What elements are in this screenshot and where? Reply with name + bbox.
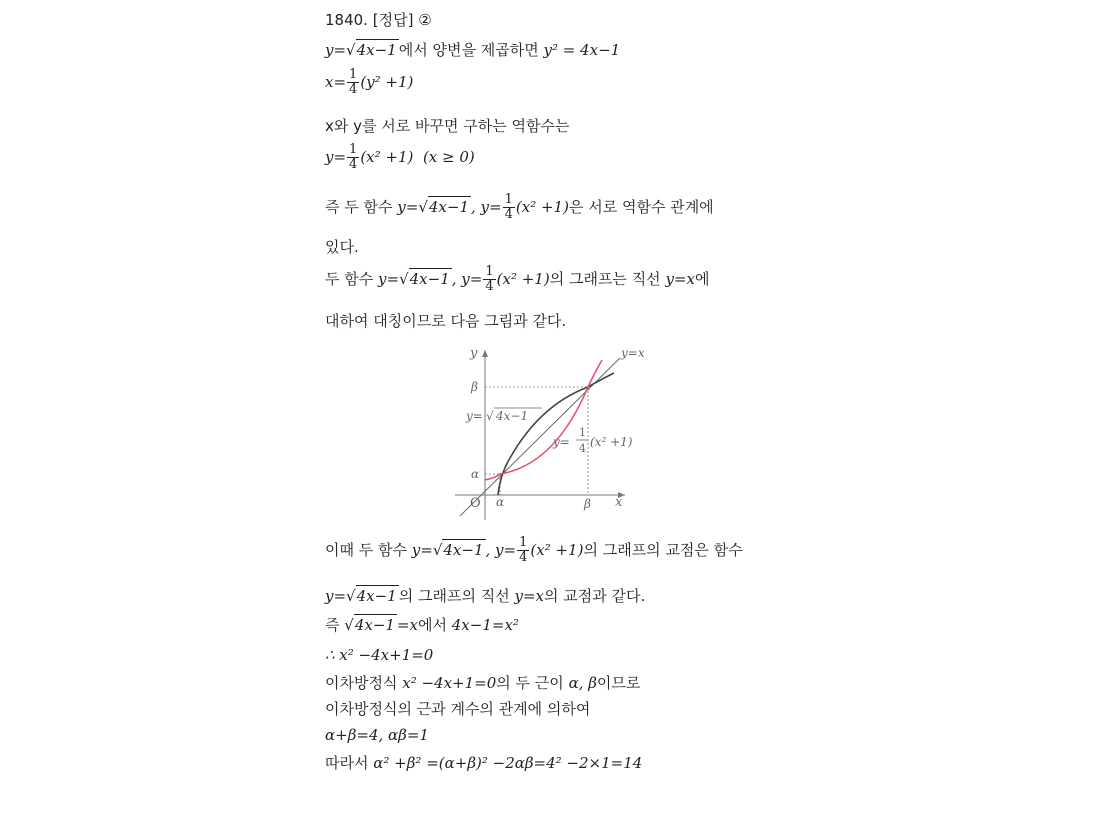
- eq-text: y=: [325, 148, 347, 166]
- line-8: 대하여 대칭이므로 다음 그림과 같다.: [325, 312, 567, 330]
- eq-text: y=: [325, 41, 347, 59]
- function-graph: [440, 340, 670, 525]
- line-text: 이므로: [596, 674, 641, 692]
- answer-choice: ②: [418, 11, 432, 29]
- eq-text: (y² +1): [360, 73, 414, 91]
- line-15: α+β=4, αβ=1: [325, 726, 429, 744]
- line-text: 에: [694, 270, 710, 288]
- eq-text: y=x: [514, 587, 544, 605]
- origin-label: O: [470, 496, 481, 511]
- sqrt-expr: 4x−1: [356, 587, 397, 605]
- eq-condition: (x ≥ 0): [422, 148, 475, 166]
- sqrt-label-radicand: 4x−1: [496, 409, 529, 423]
- alpha-y-tick: α: [471, 467, 480, 481]
- quad-label-num: 1: [579, 426, 586, 439]
- line-text: 두 함수: [325, 270, 374, 288]
- quad-label-den: 4: [579, 442, 586, 455]
- eq-text: y=: [378, 270, 400, 288]
- eq-text: x² −4x+1=0: [402, 674, 497, 692]
- line-label: y=x: [621, 346, 645, 360]
- line-text: 의 두 근이: [496, 674, 564, 692]
- eq-text: (x² +1): [360, 148, 414, 166]
- eq-text: =x: [396, 616, 418, 634]
- answer-label: [정답]: [372, 11, 414, 29]
- line-6: 있다.: [325, 238, 359, 256]
- eq-text: y=: [397, 198, 419, 216]
- line-text: 즉 두 함수: [325, 198, 393, 216]
- eq-text: y=x: [665, 270, 695, 288]
- beta-y-tick: β: [471, 380, 478, 394]
- eq-text: (x² +1): [496, 270, 550, 288]
- eq-text: x=: [325, 73, 347, 91]
- line-4: [325, 143, 475, 172]
- eq-text: , y=: [485, 541, 517, 559]
- fraction: $\frac{1}{4}$: [504, 192, 513, 222]
- sqrt-curve-label: [465, 408, 542, 423]
- sqrt-expr: 4x−1: [443, 541, 484, 559]
- sqrt-expr: 4x−1: [354, 616, 395, 634]
- sqrt-label-prefix: y=: [466, 409, 483, 423]
- line-14: 이차방정식의 근과 계수의 관계에 의하여: [325, 700, 591, 718]
- line-text: 의 그래프의 교점은 함수: [583, 541, 743, 559]
- problem-number: 1840.: [325, 11, 368, 29]
- alpha-x-tick: α: [496, 495, 505, 509]
- line-text: 이때 두 함수: [325, 541, 407, 559]
- sqrt-expr: 4x−1: [409, 270, 450, 288]
- line-text: 에서: [418, 616, 447, 634]
- fraction: $\frac{1}{4}$: [349, 67, 358, 97]
- line-text: 의 그래프의 직선: [398, 587, 510, 605]
- eq-text: , y=: [471, 198, 502, 216]
- line-12: ∴ x² −4x+1=0: [325, 646, 434, 664]
- line-1: y=√4x−1 에서 양변을 제곱하면 y² = 4x−1: [325, 41, 621, 59]
- sqrt-expr: 4x−1: [356, 41, 397, 59]
- line-7: 두 함수 y=√4x−1 , y= $\frac{1}{4}$ (x² +1)의 그래프는 직선 y=x에: [325, 264, 710, 294]
- x-axis-label: x: [615, 495, 623, 510]
- line-text: 의 교점과 같다.: [544, 587, 646, 605]
- line-11: 즉 √4x−1 =x에서 4x−1=x²: [325, 616, 519, 634]
- sqrt-expr: 4x−1: [428, 198, 470, 216]
- answer-header: [325, 10, 432, 30]
- line-13: [325, 673, 640, 693]
- y-axis-arrow: [482, 350, 488, 357]
- beta-x-tick: β: [584, 497, 591, 511]
- eq-text: y=: [411, 541, 433, 559]
- line-text: 따라서: [325, 754, 369, 772]
- line-16: [325, 753, 642, 773]
- quad-label-prefix: y=: [553, 435, 570, 449]
- fraction: $\frac{1}{4}$: [485, 264, 494, 294]
- line-text: 의 그래프는 직선: [549, 270, 661, 288]
- eq-text: , y=: [451, 270, 483, 288]
- line-text: 에서 양변을 제곱하면: [398, 41, 539, 59]
- eq-text: α² +β² =(α+β)² −2αβ=4² −2×1=14: [373, 754, 643, 772]
- line-text: 은 서로 역함수 관계에: [568, 198, 714, 216]
- quad-label-suffix: (x² +1): [590, 435, 633, 449]
- line-10: y=√4x−1 의 그래프의 직선 y=x의 교점과 같다.: [325, 587, 646, 605]
- fraction: $\frac{1}{4}$: [349, 142, 358, 172]
- line-5: 즉 두 함수 y=√4x−1 , y= $\frac{1}{4}$ (x² +1)은 서로 역함수 관계에: [325, 192, 714, 222]
- sqrt-curve: [498, 373, 614, 495]
- line-text: 이차방정식: [325, 674, 398, 692]
- eq-text: (x² +1): [530, 541, 584, 559]
- eq-text: y² = 4x−1: [543, 41, 621, 59]
- sqrt-label-radical: √: [486, 409, 494, 423]
- eq-text: (x² +1): [515, 198, 569, 216]
- line-3: x와 y를 서로 바꾸면 구하는 역함수는: [325, 117, 570, 135]
- fraction: $\frac{1}{4}$: [519, 535, 528, 565]
- line-9: 이때 두 함수 y=√4x−1 , y= $\frac{1}{4}$ (x² +1)의 그래프의 교점은 함수: [325, 535, 743, 565]
- line-text: 즉: [325, 616, 340, 634]
- eq-text: y=: [325, 587, 347, 605]
- line-2: [325, 68, 413, 97]
- y-axis-label: y: [470, 346, 478, 361]
- eq-text: 4x−1=x²: [451, 616, 519, 634]
- eq-text: α, β: [568, 674, 597, 692]
